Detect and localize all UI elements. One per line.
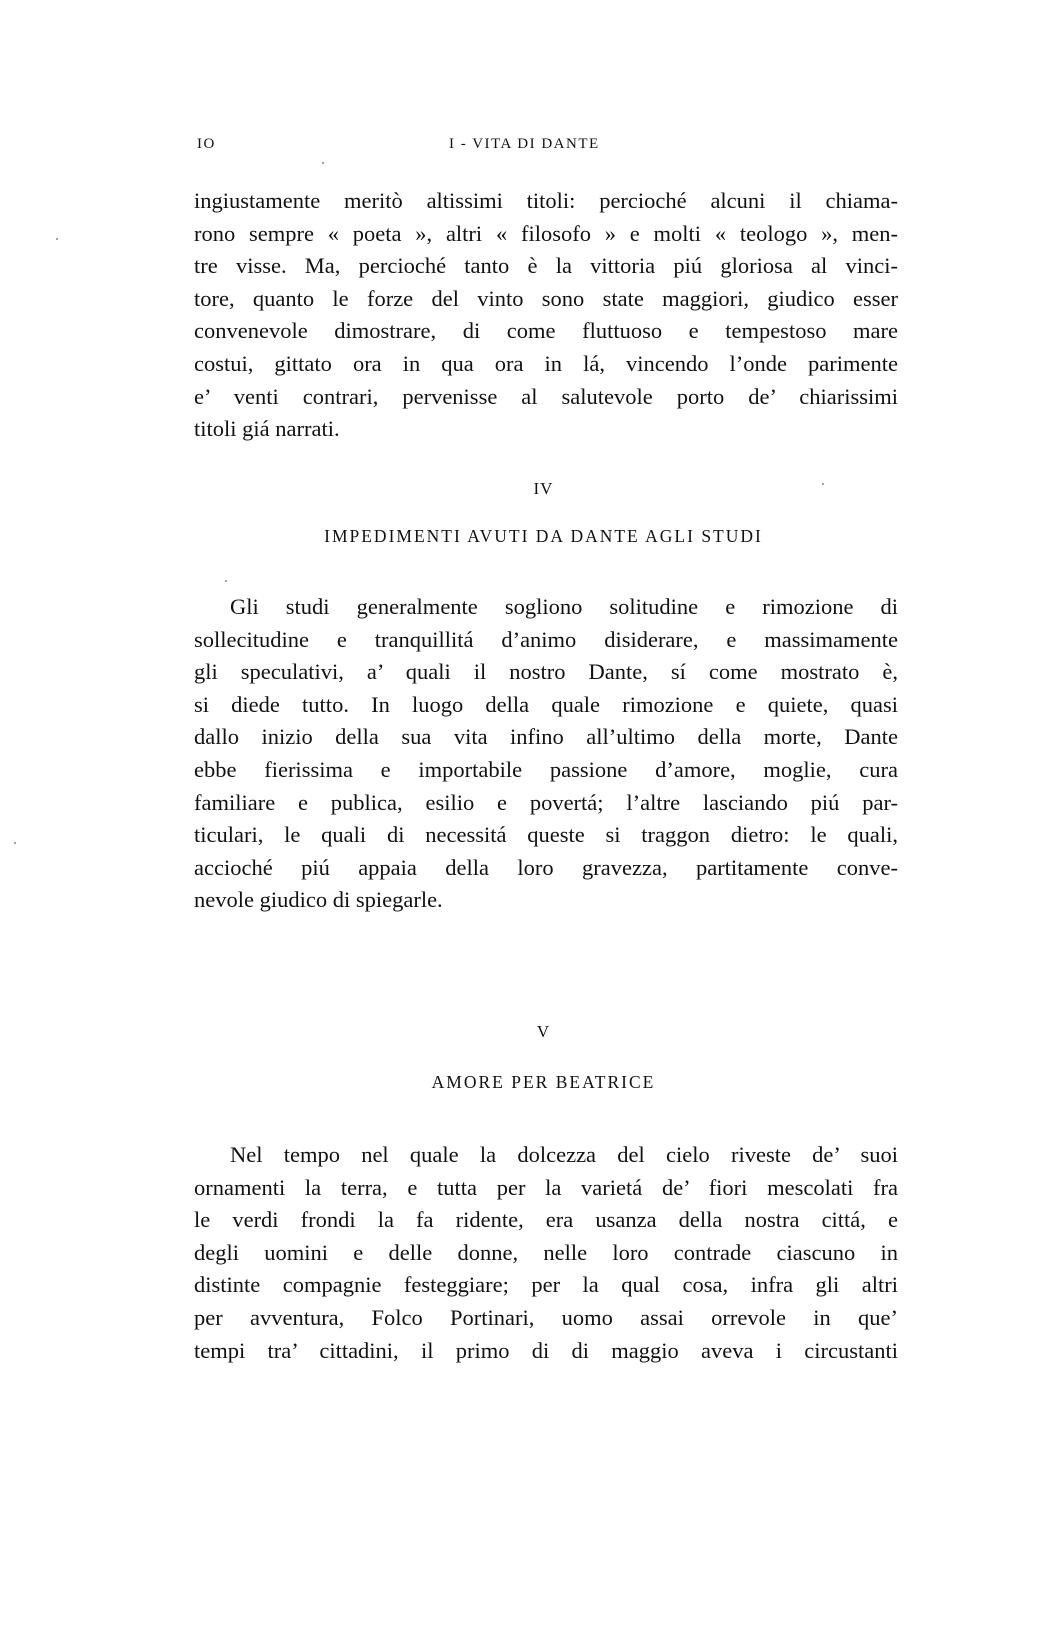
scan-speck (14, 842, 16, 844)
text-line: accioché piú appaia della loro gravezza, partitamente conve- (194, 854, 898, 880)
text-line: ingiustamente meritò altissimi titoli: percioché alcuni il chiama- (194, 188, 898, 213)
chapter-title: IMPEDIMENTI AVUTI DA DANTE AGLI STUDI (324, 526, 763, 546)
text-line: ticulari, le quali di necessitá queste si traggon dietro: le quali, (194, 822, 898, 848)
text-line: distinte compagnie festeggiare; per la qual cosa, infra gli altri (194, 1272, 898, 1298)
text-line: per avventura, Folco Portinari, uomo assai orrevole in que’ (194, 1304, 898, 1330)
continued-paragraph (194, 185, 898, 446)
text-line: e’ venti contrari, pervenisse al salutevole porto de’ chiarissimi (194, 383, 898, 409)
text-line: titoli giá narrati. (194, 416, 340, 442)
text-line: familiare e publica, esilio e povertá; l’altre lasciando piú par- (194, 789, 898, 815)
chapter-number: IV (533, 479, 554, 498)
running-title: I - VITA DI DANTE (449, 136, 600, 152)
scan-speck (322, 162, 324, 164)
scan-speck (822, 483, 824, 485)
scan-speck (225, 580, 227, 582)
text-line: nevole giudico di spiegarle. (194, 887, 443, 913)
text-line: le verdi frondi la fa ridente, era usanza della nostra cittá, e (194, 1207, 898, 1233)
text-line: convenevole dimostrare, di come fluttuoso e tempestoso mare (194, 318, 898, 344)
text-line: tore, quanto le forze del vinto sono state maggiori, giudico esser (194, 285, 898, 311)
chapter-title: AMORE PER BEATRICE (431, 1072, 656, 1092)
page-number: IO (197, 136, 216, 152)
text-line: tempi tra’ cittadini, il primo di di maggio aveva i circustanti (194, 1337, 898, 1363)
text-line: gli speculativi, a’ quali il nostro Dante, sí come mostrato è, (194, 659, 898, 685)
text-line: ebbe fierissima e importabile passione d’amore, moglie, cura (194, 756, 898, 782)
text-line: rono sempre « poeta », altri « filosofo » e molti « teologo », men- (194, 220, 898, 246)
text-line: degli uomini e delle donne, nelle loro contrade ciascuno in (194, 1239, 898, 1265)
text-line: dallo inizio della sua vita infino all’ultimo della morte, Dante (194, 724, 898, 750)
text-line: costui, gittato ora in qua ora in lá, vincendo l’onde parimente (194, 350, 898, 376)
running-head (197, 136, 898, 158)
text-line: si diede tutto. In luogo della quale rimozione e quiete, quasi (194, 691, 898, 717)
chapter-number: V (536, 1022, 551, 1041)
text-line: tre visse. Ma, percioché tanto è la vittoria piú gloriosa al vinci- (194, 253, 898, 279)
chapter-paragraph (194, 1139, 898, 1367)
text-line: sollecitudine e tranquillitá d’animo disiderare, e massimamente (194, 626, 898, 652)
text-line: ornamenti la terra, e tutta per la varietá de’ fiori mescolati fra (194, 1174, 898, 1200)
scan-speck (56, 238, 58, 240)
chapter-paragraph (194, 591, 898, 917)
text-line: Nel tempo nel quale la dolcezza del cielo riveste de’ suoi (230, 1142, 898, 1167)
text-line: Gli studi generalmente sogliono solitudine e rimozione di (230, 594, 898, 619)
